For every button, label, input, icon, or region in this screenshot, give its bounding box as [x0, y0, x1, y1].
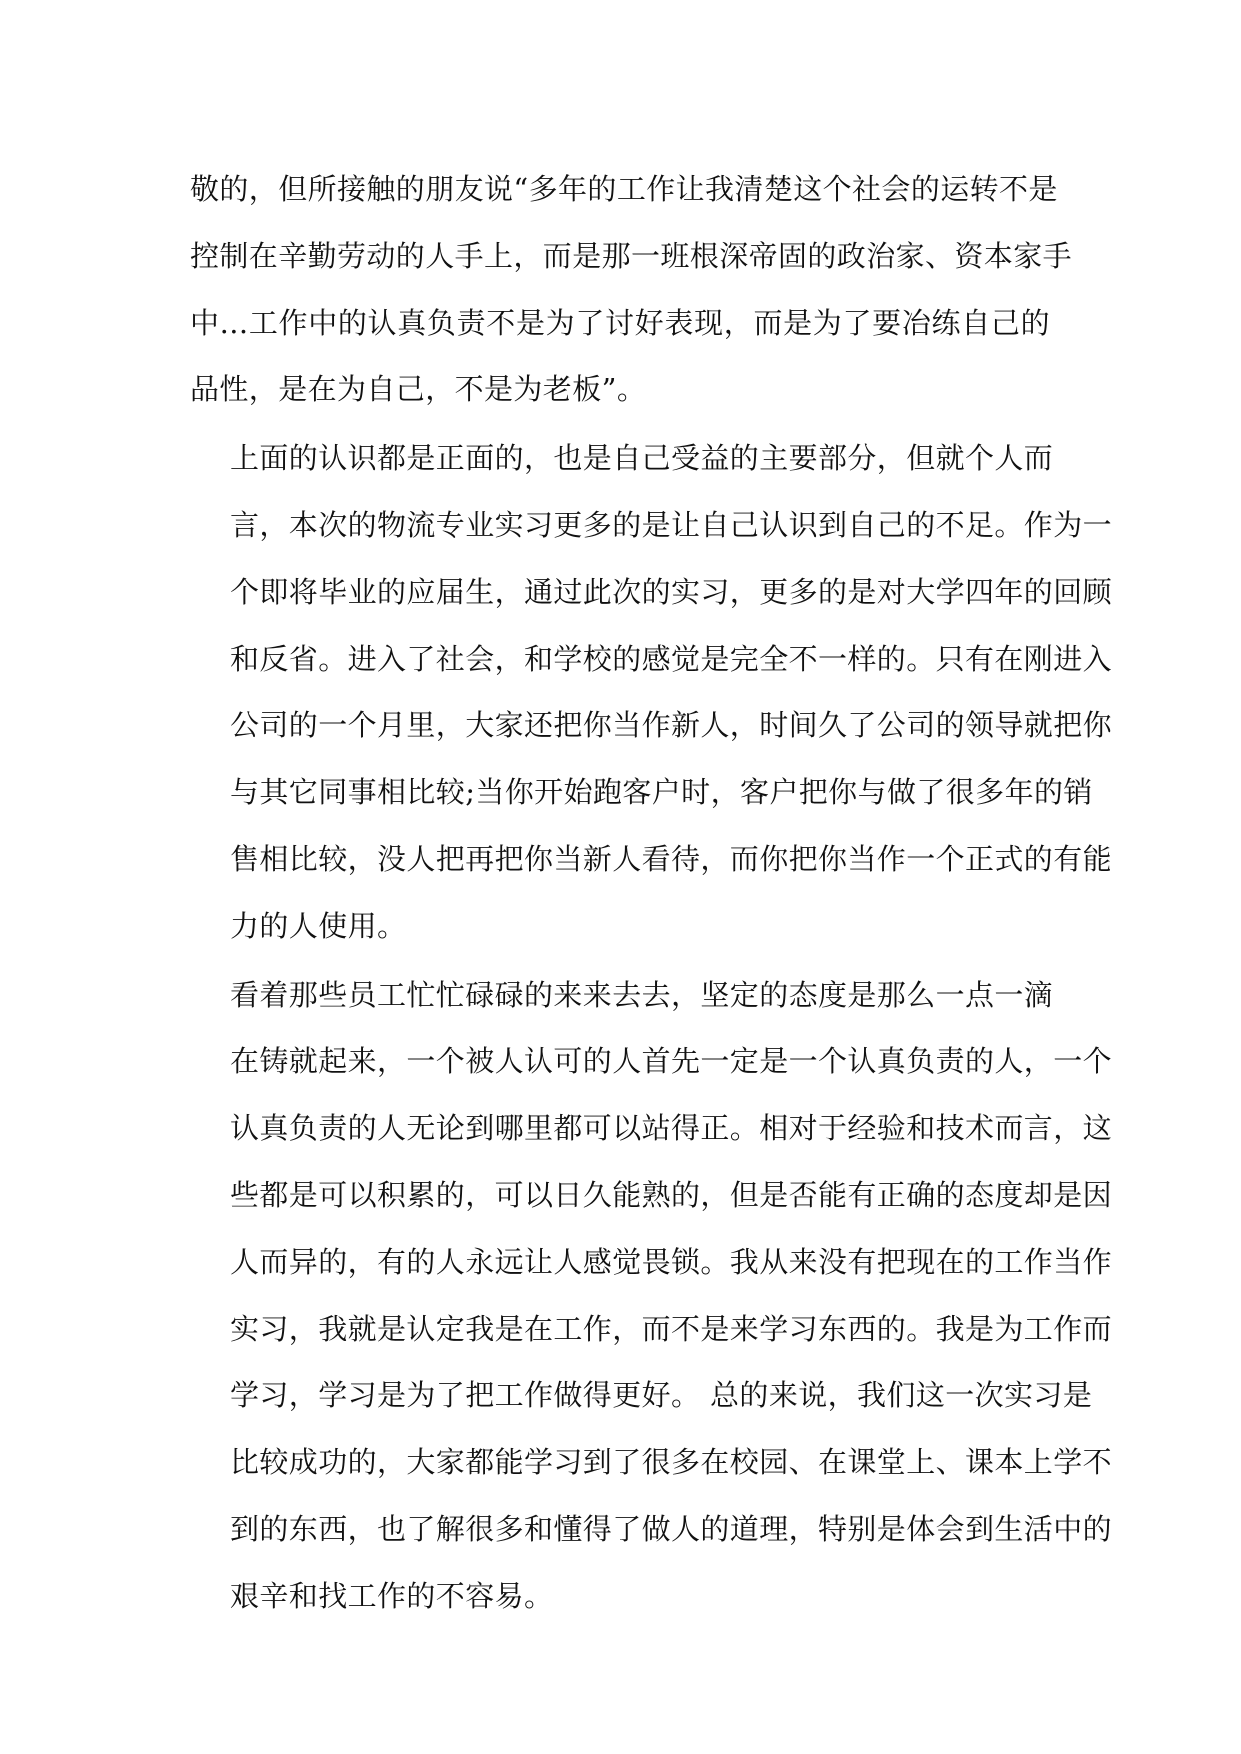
document-body	[190, 156, 1113, 1632]
text-line: 和反省。进入了社会，和学校的感觉是完全不一样的。只有在刚进入	[230, 641, 1113, 676]
text-line: 公司的一个月里，大家还把你当作新人，时间久了公司的领导就把你	[230, 708, 1113, 743]
text-line: 售相比较，没人把再把你当新人看待，而你把你当作一个正式的有能	[230, 841, 1113, 876]
text-line: 在铸就起来，一个被人认可的人首先一定是一个认真负责的人，一个	[230, 1044, 1113, 1079]
paragraph-2	[190, 425, 1113, 959]
text-line: 比较成功的，大家都能学习到了很多在校园、在课堂上、课本上学不	[230, 1445, 1113, 1480]
text-line: 人而异的，有的人永远让人感觉畏锁。我从来没有把现在的工作当作	[230, 1244, 1113, 1279]
text-line: 中...工作中的认真负责不是为了讨好表现，而是为了要冶练自己的	[190, 305, 1050, 340]
text-line: 个即将毕业的应届生，通过此次的实习，更多的是对大学四年的回顾	[230, 574, 1113, 609]
paragraph-1	[190, 156, 1073, 423]
text-line: 看着那些员工忙忙碌碌的来来去去，坚定的态度是那么一点一滴	[230, 977, 1054, 1012]
text-line: 实习，我就是认定我是在工作，而不是来学习东西的。我是为工作而	[230, 1311, 1113, 1346]
text-line: 认真负责的人无论到哪里都可以站得正。相对于经验和技术而言，这	[230, 1111, 1113, 1146]
text-line: 艰辛和找工作的不容易。	[230, 1578, 554, 1613]
text-line: 学习，学习是为了把工作做得更好。 总的来说，我们这一次实习是	[230, 1378, 1093, 1413]
text-line: 力的人使用。	[230, 908, 407, 943]
text-line: 到的东西，也了解很多和懂得了做人的道理，特别是体会到生活中的	[230, 1511, 1113, 1546]
text-line: 与其它同事相比较;当你开始跑客户时，客户把你与做了很多年的销	[230, 775, 1093, 810]
text-line: 敬的，但所接触的朋友说“多年的工作让我清楚这个社会的运转不是	[190, 172, 1058, 206]
text-line: 言，本次的物流专业实习更多的是让自己认识到自己的不足。作为一	[230, 507, 1113, 542]
text-line: 控制在辛勤劳动的人手上，而是那一班根深帝固的政治家、资本家手	[190, 238, 1073, 273]
paragraph-3	[190, 962, 1113, 1630]
text-line: 些都是可以积累的，可以日久能熟的，但是否能有正确的态度却是因	[230, 1177, 1113, 1212]
text-line: 上面的认识都是正面的，也是自己受益的主要部分，但就个人而	[230, 441, 1054, 476]
text-line: 品性，是在为自己，不是为老板”。	[190, 372, 647, 407]
